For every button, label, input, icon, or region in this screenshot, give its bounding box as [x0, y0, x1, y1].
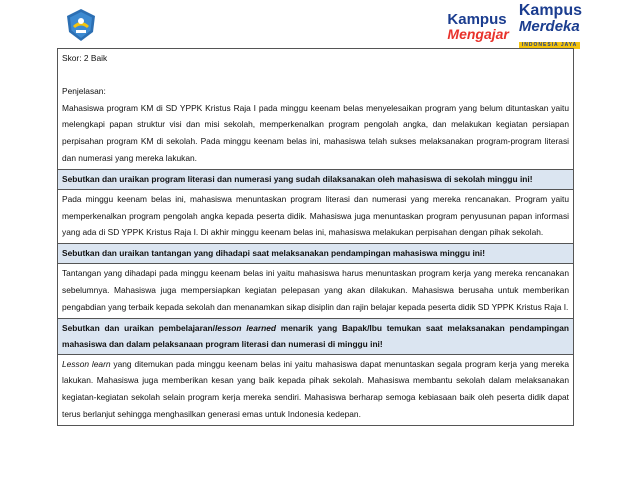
score-text: Skor: 2 Baik — [62, 53, 108, 63]
question-literacy-programs: Sebutkan dan uraikan program literasi dan numerasi yang sudah dilaksanakan oleh mahasiswa di sekolah minggu ini! — [58, 170, 573, 190]
explanation-text: Mahasiswa program KM di SD YPPK Kristus Raja I pada minggu keenam belas menyelesaikan program yang belum dituntaskan yaitu melengkapi papan struktur visi dan misi sekolah, memperkenalkan program pengolah angka, dan melakukan kegiatan persiapan perpisahan program KM di sekolah. Pada minggu keenam belas ini, mahasiswa telah sukses melaksanakan program-program literasi dan numerasi yang mereka lakukan. — [62, 102, 569, 163]
kampus-merdeka-line1: Kampus — [518, 1, 582, 19]
kampus-mengajar-line2: Mengajar — [447, 25, 509, 42]
kampus-merdeka-logo — [519, 3, 582, 50]
evaluation-cell — [58, 49, 573, 170]
kampus-mengajar-line1: Kampus — [447, 10, 507, 28]
page-header — [0, 0, 638, 48]
question-challenges: Sebutkan dan uraikan tantangan yang dihadapi saat melaksanakan pendampingan mahasiswa minggu ini! — [58, 244, 573, 264]
answer-challenges: Tantangan yang dihadapi pada minggu keenam belas ini yaitu mahasiswa harus menuntaskan program kerja yang mereka rencanakan sebelumnya. Mahasiswa juga mempersiapkan kegiatan pelepasan yang akan dilakukan. Mahasiswa berusaha untuk memberikan pengabdian yang terbaik kepada sekolah dan menanamkan sikap disiplin dan rajin belajar kepada peserta didik SD YPPK Kristus Raja I. — [58, 264, 573, 318]
answer-lesson-learned — [58, 355, 573, 426]
question-lesson-learned — [58, 319, 573, 355]
question-lesson-part1: Sebutkan dan uraikan pembelajaran/ — [62, 322, 215, 333]
question-lesson-italic: lesson learned — [214, 322, 277, 333]
kampus-mengajar-logo — [447, 12, 508, 41]
brand-logos — [447, 1, 582, 48]
answer-literacy-programs: Pada minggu keenam belas ini, mahasiswa menuntaskan program literasi dan numerasi yang mereka rencanakan. Program yaitu memperkenalkan program pengolah angka kepada peserta didik. Mahasiswa juga menuntaskan program penyusunan papan informasi yang ada di SD YPPK Kristus Raja I. Di akhir minggu keenam belas ini, mahasiswa melakukan perpisahan dengan pihak sekolah. — [58, 190, 573, 244]
tut-wuri-handayani-emblem-icon — [64, 8, 98, 42]
kampus-merdeka-line2: Merdeka — [518, 17, 580, 35]
report-table — [57, 48, 574, 426]
answer-lesson-rest: yang ditemukan pada minggu keenam belas ini yaitu mahasiswa dapat menuntaskan segala program kerja yang mereka lakukan. Mahasiswa juga memberikan kesan yang baik kepada pihak sekolah. Mahasiswa membantu sekolah dalam melaksanakan kegiatan-kegiatan sekolah selain program kerja mereka sendiri. Mahasiswa berharap semoga kebiasaan baik oleh peserta didik dapat terus berlanjut sehingga menghasilkan generasi emas untuk Indonesia kedepan. — [62, 358, 569, 419]
question-lesson-part2: menarik yang Bapak/Ibu temukan saat melaksanakan pendampingan mahasiswa dan dalam pelaksanaan program literasi dan numerasi di minggu ini! — [62, 322, 569, 349]
kampus-merdeka-tagline: INDONESIA JAYA — [519, 42, 580, 49]
explanation-label: Penjelasan: — [62, 85, 106, 96]
answer-lesson-italic: Lesson learn — [62, 358, 111, 369]
